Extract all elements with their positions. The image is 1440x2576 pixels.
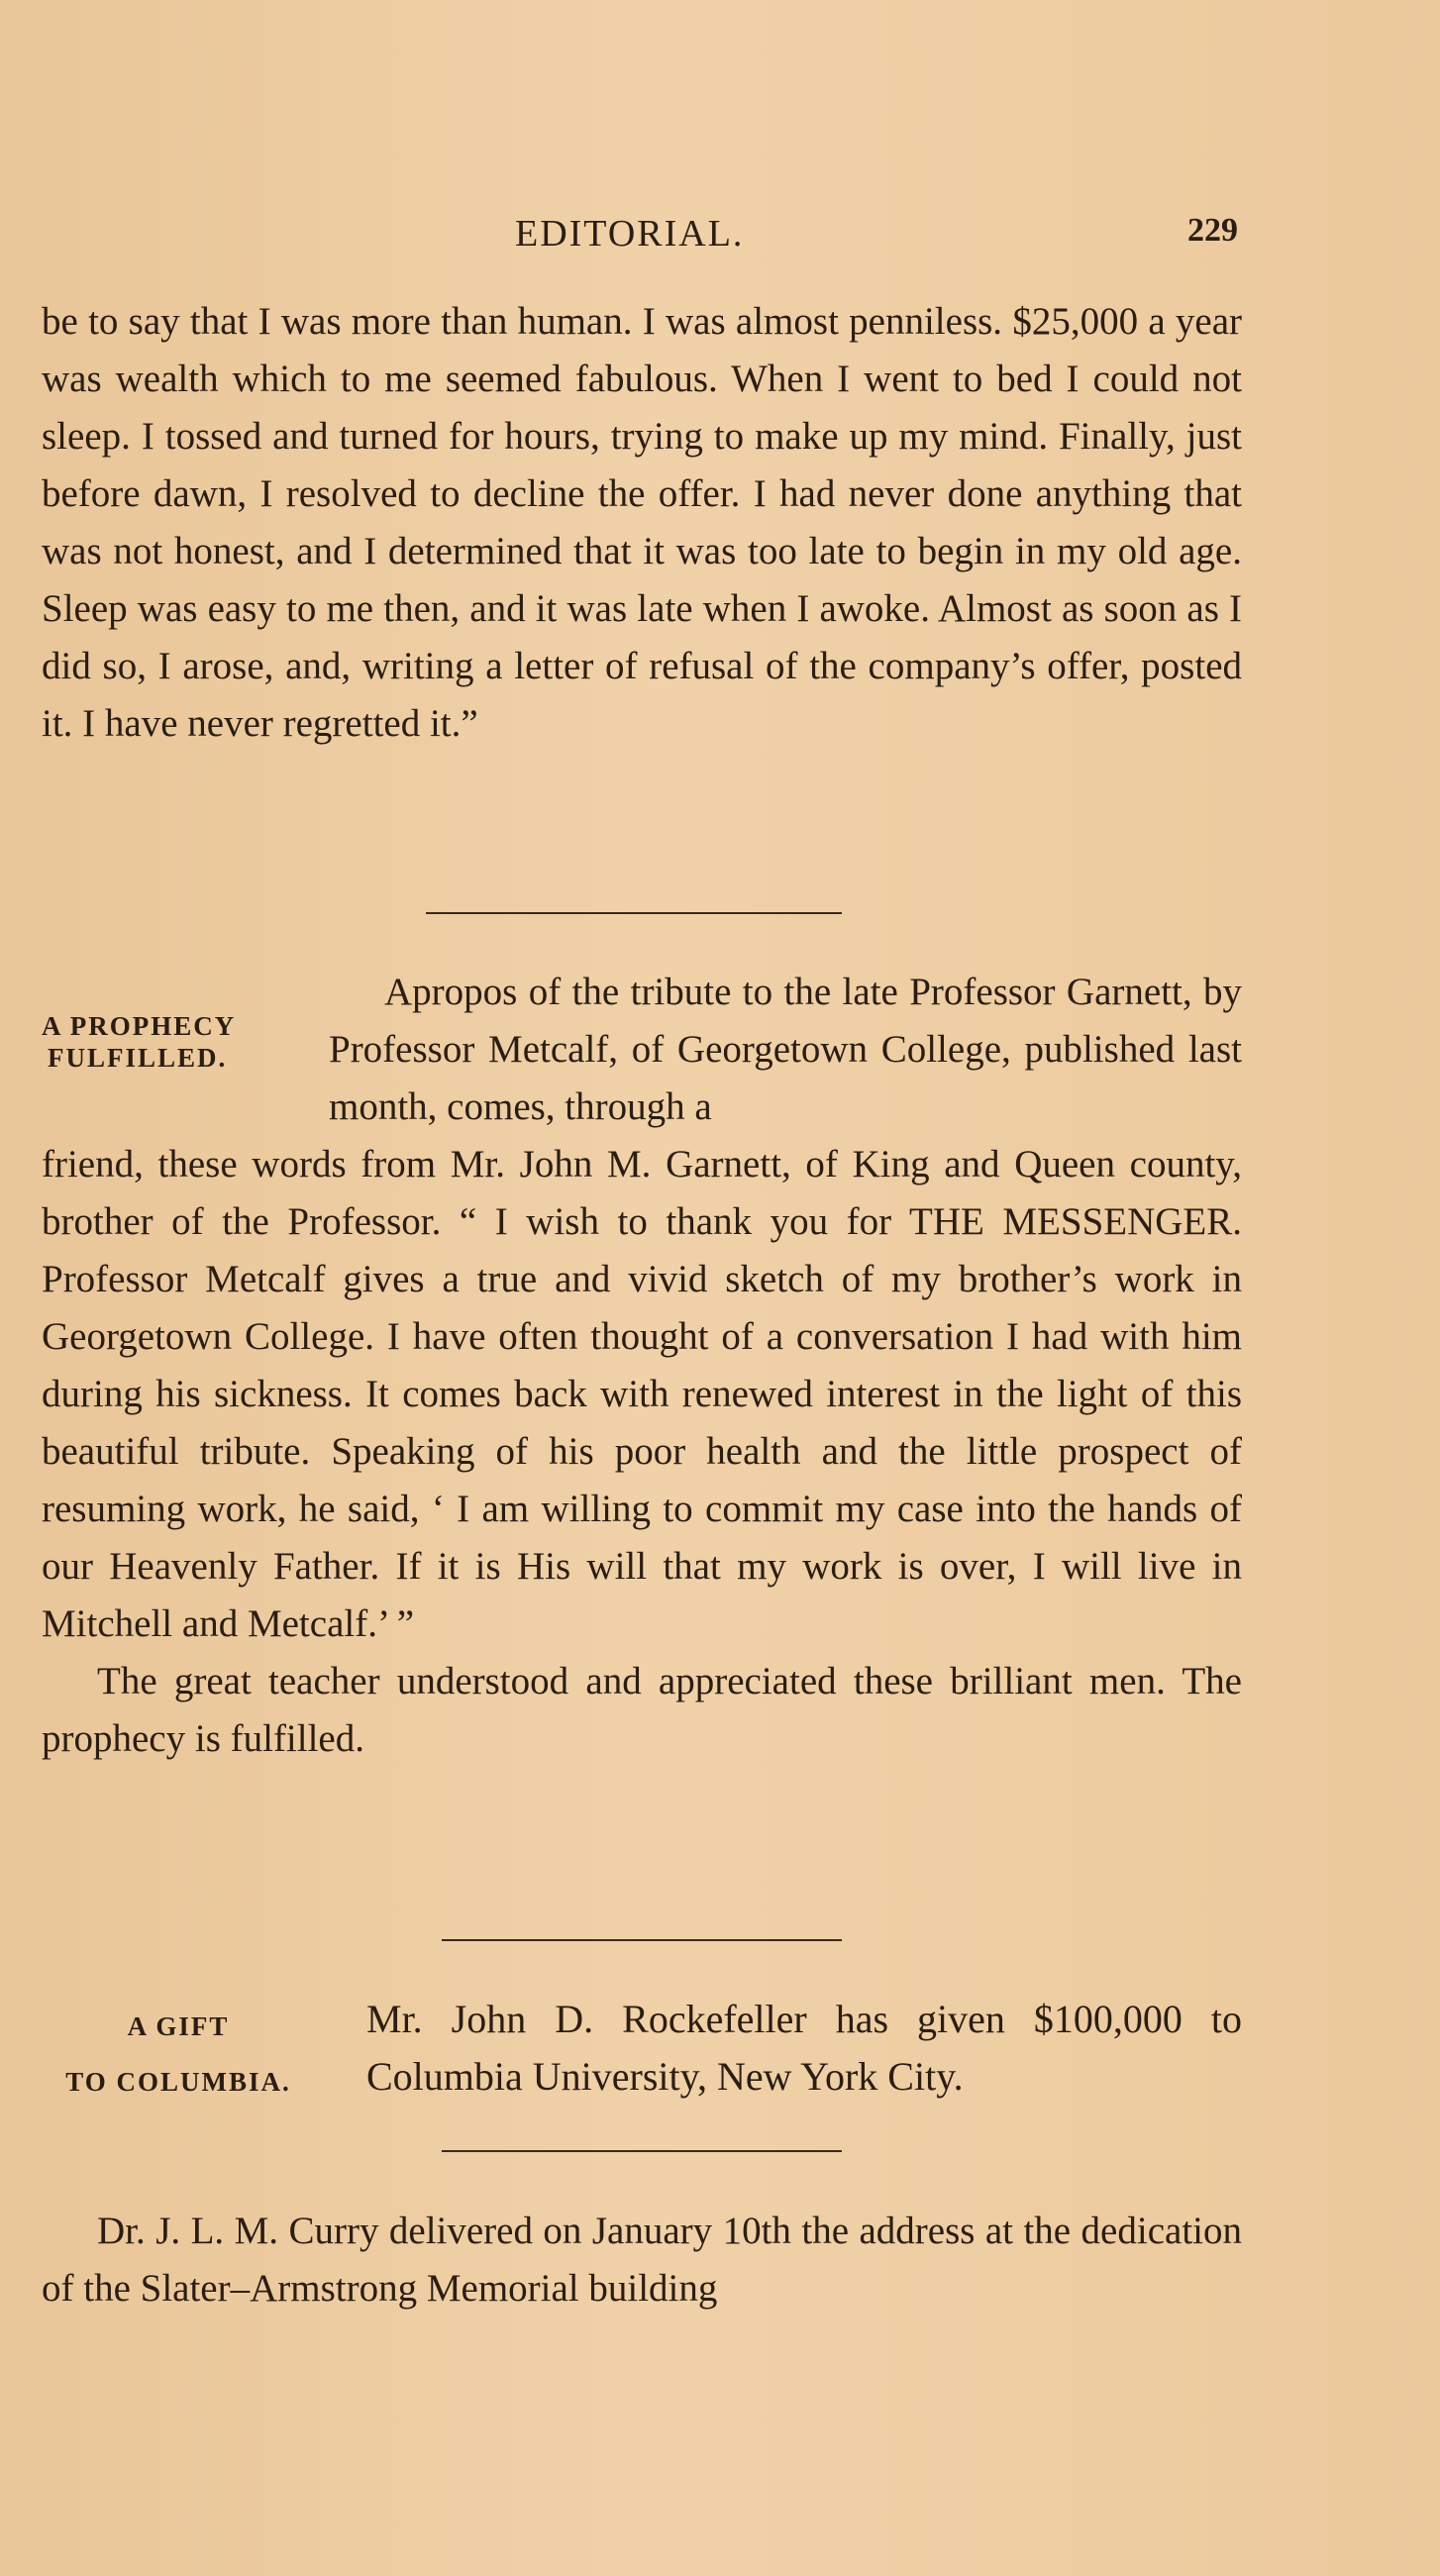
prophecy-body [42, 1136, 1242, 1768]
curry-paragraph [42, 2203, 1242, 2318]
page-header [40, 212, 1238, 261]
gift-paragraph [366, 1991, 1242, 2106]
section-divider [442, 1939, 842, 1941]
gift-side-heading [30, 1999, 327, 2110]
continuation-text: be to say that I was more than human. I was almost penniless. $25,000 a year was wealth which to me seemed fabulous. When I went to bed I could not sleep. I tossed and turned for hours, trying to make up my mind. Finally, just before dawn, I resolved to decline the offer. I had never done anything that was not honest, and I determined that it was too late to begin in my old age. Sleep was easy to me then, and it was late when I awoke. Almost as soon as I did so, I arose, and, writing a letter of refusal of the company’s offer, posted it. I have never regretted it.” [42, 300, 1242, 745]
prophecy-body-text: friend, these words from Mr. John M. Garnett, of King and Queen county, brother of the Professor. “ I wish to thank you for THE MESSENGER. Professor Metcalf gives a true and vivid sketch of my brother’s work in Georgetown College. I have often thought of a conversation I had with him during his sickness. It comes back with renewed interest in the light of this beautiful tribute. Speaking of his poor health and the little prospect of resuming work, he said, ‘ I am willing to commit my case into the hands of our Heavenly Father. If it is His will that my work is over, I will live in Mitchell and Metcalf.’ ” [42, 1143, 1242, 1645]
gift-heading-line1: A GIFT [127, 2011, 230, 2041]
prophecy-heading-line2: FULFILLED. [48, 1043, 228, 1073]
curry-text: Dr. J. L. M. Curry delivered on January 10th the address at the dedication of the Slater–Armstrong Memorial building [42, 2210, 1242, 2310]
prophecy-closing-text: The great teacher understood and appreciated these brilliant men. The prophecy is fulfilled. [42, 1660, 1242, 1760]
running-title: EDITORIAL. [515, 213, 745, 255]
section-divider [442, 2150, 842, 2152]
prophecy-side-heading [42, 1010, 236, 1074]
prophecy-intro-text: Apropos of the tribute to the late Professor Garnett, by Professor Metcalf, of Georgetown College, published last month, comes, through a [329, 971, 1242, 1128]
prophecy-intro [329, 964, 1242, 1136]
continuation-paragraph [42, 293, 1242, 753]
gift-heading-line2: TO COLUMBIA. [65, 2067, 291, 2097]
gift-text: Mr. John D. Rockefeller has given $100,000 to Columbia University, New York City. [366, 1997, 1242, 2099]
section-divider [426, 912, 842, 914]
page-number: 229 [1187, 212, 1238, 249]
prophecy-heading-line1: A PROPHECY [42, 1011, 237, 1041]
